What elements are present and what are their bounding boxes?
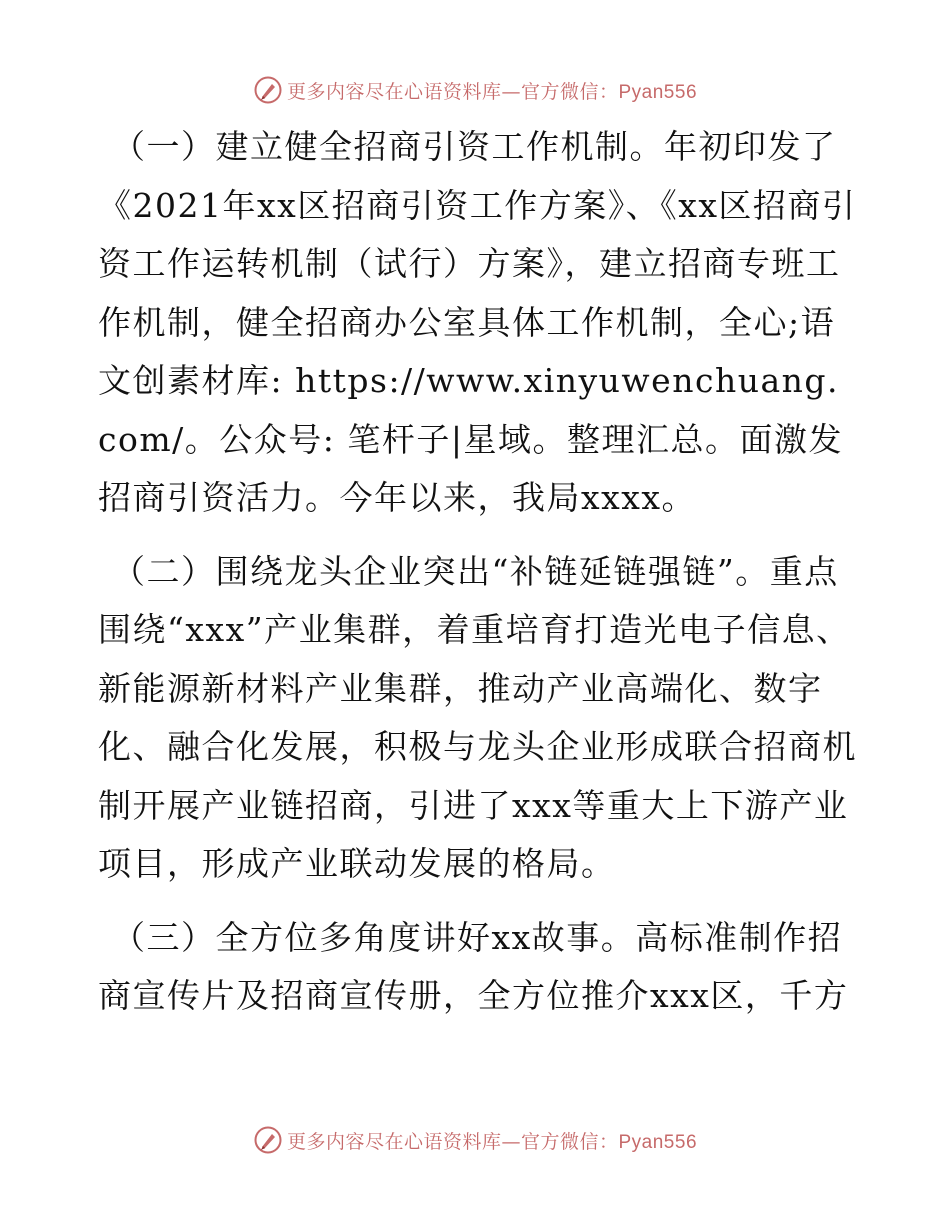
pen-nib-icon bbox=[253, 1125, 283, 1155]
document-body bbox=[98, 118, 858, 1026]
footer-banner-text: 更多内容尽在心语资料库—官方微信： bbox=[286, 1130, 619, 1153]
header-banner-wechat: Pyan556 bbox=[618, 81, 698, 103]
paragraph-1: （一）建立健全招商引资工作机制。年初印发了《2021年xx区招商引资工作方案》、《xx区招商引资工作运转机制（试行）方案》，建立招商专班工作机制，健全招商办公室具体工作机制，全心;语文创素材库: https://www.xinyuwenchuang.com/。公众号: 笔杆子|星域。整理汇总。面激发招商引资活力。今年以来，我局xxxx。 bbox=[98, 127, 857, 517]
paragraph-3: （三）全方位多角度讲好xx故事。高标准制作招商宣传片及招商宣传册，全方位推介xxx区，千方 bbox=[98, 917, 849, 1015]
footer-banner-wechat: Pyan556 bbox=[618, 1131, 698, 1153]
paragraph-2: （二）围绕龙头企业突出“补链延链强链”。重点围绕“xxx”产业集群，着重培育打造光电子信息、新能源新材料产业集群，推动产业高端化、数字化、融合化发展，积极与龙头企业形成联合招商机制开展产业链招商，引进了xxx等重大上下游产业项目，形成产业联动发展的格局。 bbox=[98, 551, 857, 883]
header-banner bbox=[0, 70, 950, 110]
header-banner-text: 更多内容尽在心语资料库—官方微信： bbox=[286, 80, 619, 103]
footer-banner bbox=[0, 1120, 950, 1160]
pen-nib-icon bbox=[253, 75, 283, 105]
